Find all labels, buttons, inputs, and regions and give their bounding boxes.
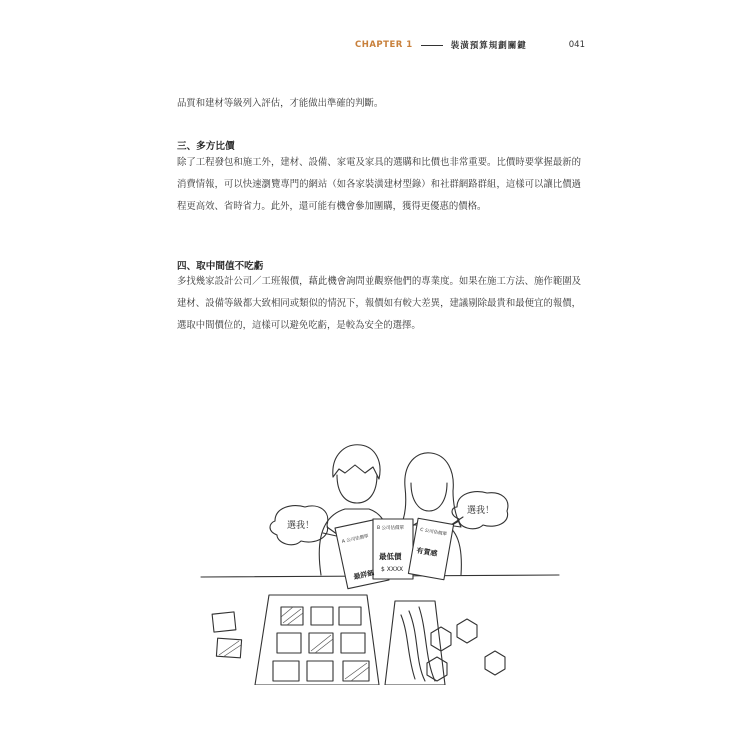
hex-tile [427, 657, 447, 681]
tile-sample [339, 607, 361, 625]
sample-board [255, 595, 379, 685]
tile-sample [341, 633, 365, 653]
woman-face [411, 483, 447, 511]
header-rule [421, 45, 443, 46]
section-heading-compare: 三、多方比價 [177, 141, 235, 152]
man-hair [333, 445, 380, 479]
illustration-couple-comparing-quotes [195, 435, 565, 685]
page-number: 041 [568, 40, 585, 50]
chapter-title: 裝潢預算規劃關鍵 [450, 41, 527, 51]
loose-swatch [212, 612, 236, 632]
bubble-right-text: 選我！ [467, 506, 495, 516]
tile-hatch [345, 663, 369, 681]
chapter-label: CHAPTER 1 [355, 40, 413, 50]
doc-a-label: 最詳細 [352, 568, 376, 582]
doc-b-label: 最低價 [379, 552, 402, 561]
doc-c-header: C 公司估價單 [419, 527, 448, 538]
doc-a-header: A 公司估價單 [341, 534, 370, 545]
hex-tile [457, 619, 477, 643]
doc-b-header: B 公司估價單 [377, 526, 405, 531]
running-header [355, 38, 585, 52]
wood-grain [401, 607, 435, 681]
illustration-drawing [195, 435, 565, 685]
tile-sample [277, 633, 301, 653]
tile-sample [307, 661, 333, 681]
doc-b-price: $ XXXX [381, 566, 404, 573]
section-heading-median: 四、取中間值不吃虧 [177, 261, 264, 272]
tile-hatch [311, 635, 333, 653]
woman-hair [399, 453, 461, 529]
man-face [337, 475, 377, 503]
tile-hatch [219, 641, 241, 657]
bubble-left-text: 選我！ [287, 521, 315, 531]
hex-tile [485, 651, 505, 675]
doc-c-label: 有質感 [415, 546, 438, 559]
tile-sample [311, 607, 333, 625]
paragraph-median: 多找幾家設計公司／工班報價，藉此機會詢問並觀察他們的專業度。如果在施工方法、施作範圍及建材、設備等級都大致相同或類似的情況下，報價如有較大差異，建議剔除最貴和最便宜的報價，選取中間價位的，這樣可以避免吃虧，是較為安全的選擇。 [177, 276, 581, 331]
paragraph-compare: 除了工程發包和施工外，建材、設備、家電及家具的選購和比價也非常重要。比價時要掌握最新的消費情報，可以快速瀏覽專門的網站（如各家裝潢建材型錄）和社群網路群組，這樣可以讓比價過程更高效、省時省力。此外，還可能有機會參加團購，獲得更優惠的價格。 [177, 157, 581, 212]
tile-sample [273, 661, 299, 681]
paragraph-intro: 品質和建材等級列入評估，才能做出準確的判斷。 [177, 98, 384, 109]
wood-board [385, 601, 445, 685]
tile-hatch [281, 607, 303, 625]
